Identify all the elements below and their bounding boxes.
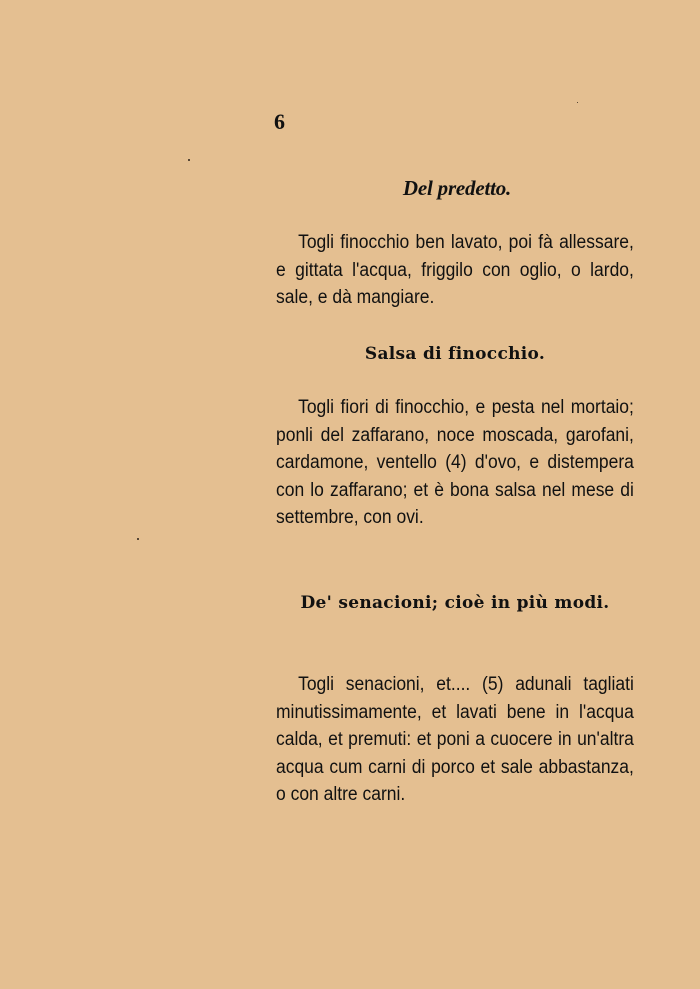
paragraph-del-predetto: Togli finocchio ben lavato, poi fà allessare, e gittata l'acqua, friggilo con oglio, o lardo, sale, e dà mangiare. bbox=[276, 232, 634, 309]
paragraph-de-senacioni: Togli senacioni, et.... (5) adunali tagliati minutissimamente, et lavati bene in l'acqua calda, et premuti: et poni a cuocere in un'altra acqua cum carni di porco et sale abbastanza, o con altre carni. bbox=[276, 674, 634, 806]
paragraph-del-predetto-container bbox=[276, 229, 634, 312]
paragraph-salsa-container bbox=[276, 394, 634, 532]
paper-speck bbox=[188, 159, 190, 161]
paper-speck bbox=[577, 102, 578, 103]
section-title-salsa-di-finocchio: Salsa di finocchio. bbox=[364, 344, 546, 364]
page-number: 6 bbox=[274, 109, 285, 134]
section-title-de-senacioni: De' senacioni; cioè in più modi. bbox=[300, 593, 610, 613]
section-title-del-predetto bbox=[276, 174, 634, 202]
paper-speck bbox=[137, 538, 139, 540]
paragraph-senacioni-container bbox=[276, 671, 634, 809]
paragraph-salsa-di-finocchio: Togli fiori di finocchio, e pesta nel mortaio; ponli del zaffarano, noce moscada, garofani, cardamone, ventello (4) d'ovo, e distempera con lo zaffarano; et è bona salsa nel mese di settembre, con ovi. bbox=[276, 397, 634, 529]
section-title-text: Del predetto. bbox=[402, 176, 512, 200]
